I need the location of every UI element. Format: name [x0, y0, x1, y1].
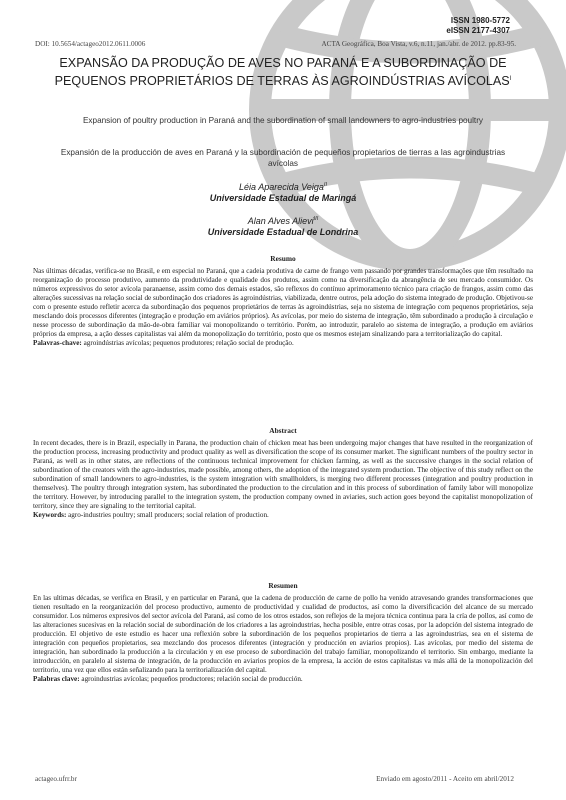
keywords-label: Palabras clave:	[33, 674, 80, 683]
author-mark: III	[313, 216, 319, 222]
journal-citation: ACTA Geográfica, Boa Vista, v.6, n.11, jan./abr. de 2012. pp.83-95.	[321, 40, 516, 48]
title-spanish: Expansión de la producción de aves en Paraná y la subordinación de pequeños propietarios de tierras a las agroindustrias avícolas	[60, 148, 506, 168]
resumo-section	[33, 255, 533, 348]
doi: DOI: 10.5654/actageo2012.0611.0006	[35, 40, 146, 48]
issn: ISSN 1980-5772	[450, 16, 510, 25]
title-text: EXPANSÃO DA PRODUÇÃO DE AVES NO PARANÁ E A SUBORDINAÇÃO DE PEQUENOS PROPRIETÁRIOS DE TERRAS ÀS AGROINDÚSTRIAS AVÍCOLAS	[54, 56, 510, 88]
keywords-text: agroindústrias avícolas; pequenos produtores; relação social de produção.	[83, 338, 294, 347]
author-1	[0, 180, 566, 204]
eissn: eISSN 2177-4307	[446, 26, 510, 35]
author-mark: II	[323, 182, 327, 188]
title-english: Expansion of poultry production in Paraná and the subordination of small landowners to agro-industries poultry	[82, 116, 484, 125]
journal-website-link[interactable]: actageo.ufrr.br	[35, 775, 77, 783]
author-2	[0, 214, 566, 238]
article-title	[40, 56, 526, 89]
author-institution: Universidade Estadual de Maringá	[209, 193, 357, 203]
abstract-body: In recent decades, there is in Brazil, especially in Parana, the production chain of chicken meat has been undergoing major changes that have resulted in the reorganization of the production process, increasing productivity and product quality as well as diversification the scope of its consumer market. The significant numbers of the poultry sector in Paraná, as well as in other states, are reflections of the continuous technical improvement for chicken farming, as well as the successive changes in the social relation of subordination of the creators with the agro-industries, made possible, among others, the adoption of the integrated system production. The objective of this study reflect on the subordination of small landowners to agro-industries, is the system integration with smallholders, is merging two different processes (integration and poultry production in themselves). The poultry through integration system, has subordinated the production to the circulation and in this process of subordination of family labor will monopolize the territory. However, by introducing parallel to the integration system, the production company owned in aviaries, such action goes beyond the capitalist monopolization of territory, since they are signaling to the territorial capital.	[33, 438, 533, 510]
resumen-section	[33, 582, 533, 683]
author-name: Léia Aparecida Veiga	[239, 182, 324, 192]
resumen-keywords	[33, 675, 533, 684]
submission-dates: Enviado em agosto/2011 - Aceito em abril/2012	[376, 775, 514, 783]
resumen-body: En las ultimas décadas, se verifica en Brasil, y en particular en Paraná, que la cadena de producción de carne de pollo ha venido atravesando grandes transformaciones que tienen resultado en la reorganización del proceso productivo, aumento de productividad y cualidad de productos, así como la diversificación del alcance de su mercado consumidor. Los números expresivos del sector avícola del Paraná, así como de los otros estados, son reflejos de la mejora técnica continua para la cría de pollos, así como de las alteraciones sucesivas en la relación social de subordinación de los criadores a las agroindustrias, hecha posible, entre otras cosas, por la adopción del sistema integrado de producción. El objetivo de este estudio es hacer una reflexión sobre la subordinación de los pequeños propietarios de tierra a las agroindustrias, sea en el sistema de integración con pequeños propietarios, sea mezclando dos procesos diferentes (integración y producción en aviarios propios). Las avícolas, por medio del sistema de integración, han subordinado la producción a la circulación y en ese proceso de subordinación del trabajo familiar, monopolizando el territorio. Sin embargo, mediante la introducción, en paralelo al sistema de integración, de la producción en aviarios propios de la empresa, la acción de estos capitalistas va más allá de la monopolización del territorio, una vez que ellos están señalizando para la territorialización del capital.	[33, 593, 533, 674]
keywords-text: agro-industries poultry; small producers; social relation of production.	[68, 510, 269, 519]
resumo-body: Nas últimas décadas, verifica-se no Brasil, e em especial no Paraná, que a cadeia produtiva de carne de frango vem passando por grandes transformações que têm resultado na reorganização do processo produtivo, aumento da produtividade e qualidade dos produtos, assim como na diversificação da abrangência de seu mercado consumidor. Os números expressivos do setor avícola paranaense, assim como dos demais estados, são reflexos do contínuo aprimoramento técnico para criação de frangos, assim como das alterações sucessivas na relação social de subordinação dos criadores às agroindústrias, viabilizada, dentre outros, pela adoção do sistema integrado de produção. Objetivou-se com o presente estudo refletir acerca da subordinação dos pequenos proprietários de terras às agroindústrias, seja no sistema de integração com pequenos proprietários, seja mesclando dois processos diferentes (integração e produção em aviários próprios). As avícolas, por meio do sistema de integração, têm subordinado a produção à circulação e nesse processo de subordinação da mão-de-obra familiar vai monopolizando o território. Porém, ao introduzir, paralelo ao sistema de integração, a produção em aviários próprios da empresa, a ação desses capitalistas vai além da monopolização do território, posto que os mesmos estejam sinalizando para a territorialização do capital.	[33, 266, 533, 338]
author-name: Alan Alves Alievi	[247, 216, 314, 226]
keywords-text: agroindustrias avícolas; pequeños productores; relación social de producción.	[81, 674, 303, 683]
abstract-heading: Abstract	[269, 426, 297, 435]
resumen-heading: Resumen	[268, 581, 298, 590]
abstract-keywords	[33, 511, 533, 520]
title-footnote-mark: I	[509, 75, 512, 82]
keywords-label: Palavras-chave:	[33, 338, 82, 347]
author-institution: Universidade Estadual de Londrina	[207, 227, 359, 237]
abstract-section	[33, 427, 533, 520]
resumo-keywords	[33, 339, 533, 348]
resumo-heading: Resumo	[270, 254, 296, 263]
issn-block	[446, 16, 510, 36]
keywords-label: Keywords:	[33, 510, 67, 519]
